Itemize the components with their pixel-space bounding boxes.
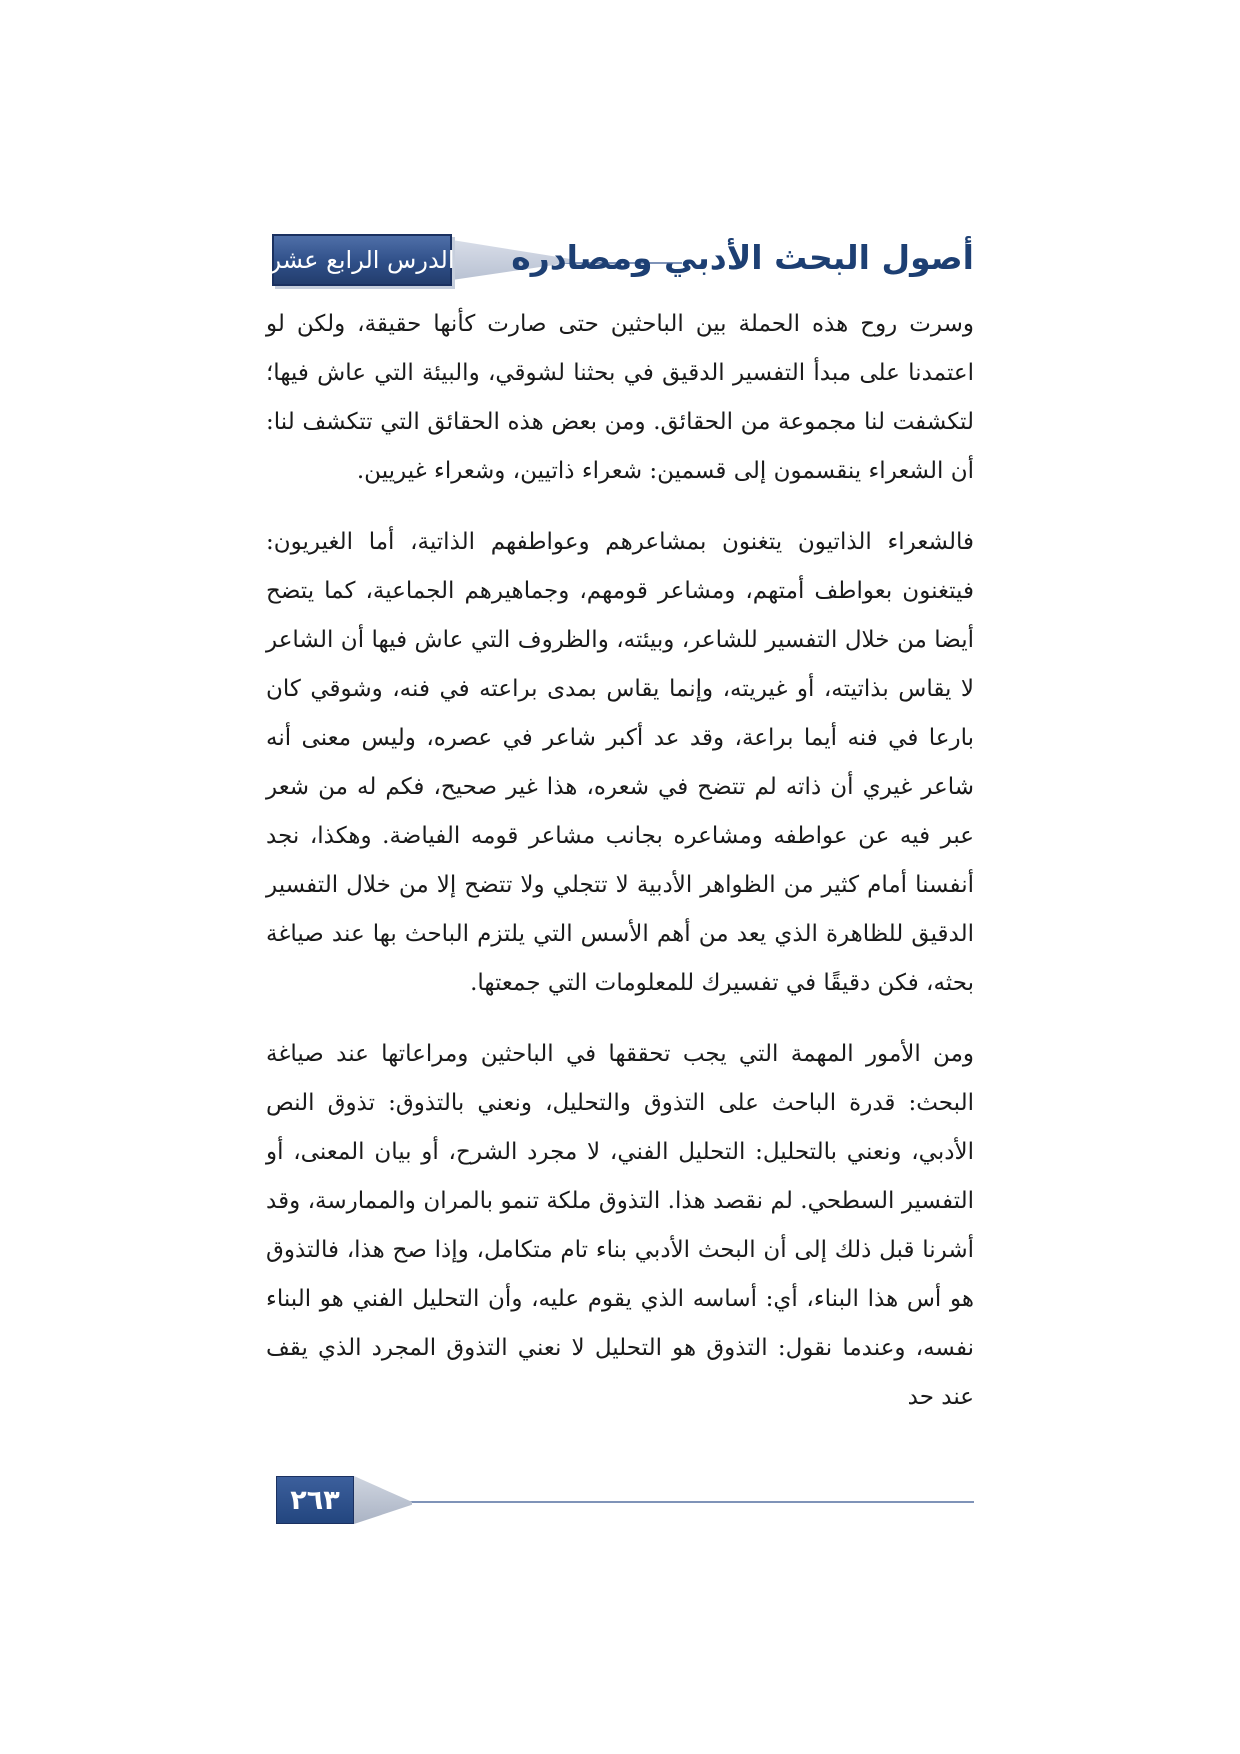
page-number-badge	[276, 1476, 354, 1524]
page-number: ٢٦٣	[290, 1484, 340, 1516]
footer-rule	[396, 1501, 974, 1503]
lesson-label: الدرس الرابع عشر	[269, 246, 455, 274]
page-footer	[276, 1476, 974, 1526]
book-title: أصول البحث الأدبي ومصادره	[511, 238, 974, 277]
paragraph-3: ومن الأمور المهمة التي يجب تحققها في الباحثين ومراعاتها عند صياغة البحث: قدرة الباحث على التذوق والتحليل، ونعني بالتذوق: تذوق النص الأدبي، ونعني بالتحليل: التحليل الفني، لا مجرد الشرح، أو بيان المعنى، أو التفسير السطحي. لم نقصد هذا. التذوق ملكة تنمو بالمران والممارسة، وقد أشرنا قبل ذلك إلى أن البحث الأدبي بناء تام متكامل، وإذا صح هذا، فالتذوق هو أس هذا البناء، أي: أساسه الذي يقوم عليه، وأن التحليل الفني هو البناء نفسه، وعندما نقول: التذوق هو التحليل لا نعني التذوق المجرد الذي يقف عند حد	[266, 1041, 974, 1410]
lesson-badge	[269, 234, 455, 286]
running-header	[269, 234, 974, 294]
paragraph-2: فالشعراء الذاتيون يتغنون بمشاعرهم وعواطفهم الذاتية، أما الغيريون: فيتغنون بعواطف أمتهم، ومشاعر قومهم، وجماهيرهم الجماعية، كما يتضح أيضا من خلال التفسير للشاعر، وبيئته، والظروف التي عاش فيها أن الشاعر لا يقاس بذاتيته، أو غيريته، وإنما يقاس بمدى براعته في فنه، وشوقي كان بارعا في فنه أيما براعة، وقد عد أكبر شاعر في عصره، وليس معنى أنه شاعر غيري أن ذاته لم تتضح في شعره، هذا غير صحيح، فكم له من شعر عبر فيه عن عواطفه ومشاعره بجانب مشاعر قومه الفياضة. وهكذا، نجد أنفسنا أمام كثير من الظواهر الأدبية لا تتجلي ولا تتضح إلا من خلال التفسير الدقيق للظاهرة الذي يعد من أهم الأسس التي يلتزم الباحث بها عند صياغة بحثه، فكن دقيقًا في تفسيرك للمعلومات التي جمعتها.	[266, 529, 974, 996]
page-body	[266, 300, 974, 1444]
paragraph-1: وسرت روح هذه الحملة بين الباحثين حتى صارت كأنها حقيقة، ولكن لو اعتمدنا على مبدأ التفسير الدقيق في بحثنا لشوقي، والبيئة التي عاش فيها؛ لتكشفت لنا مجموعة من الحقائق. ومن بعض هذه الحقائق التي تتكشف لنا: أن الشعراء ينقسمون إلى قسمين: شعراء ذاتيين، وشعراء غيريين.	[266, 311, 974, 484]
footer-ornament	[354, 1476, 412, 1524]
